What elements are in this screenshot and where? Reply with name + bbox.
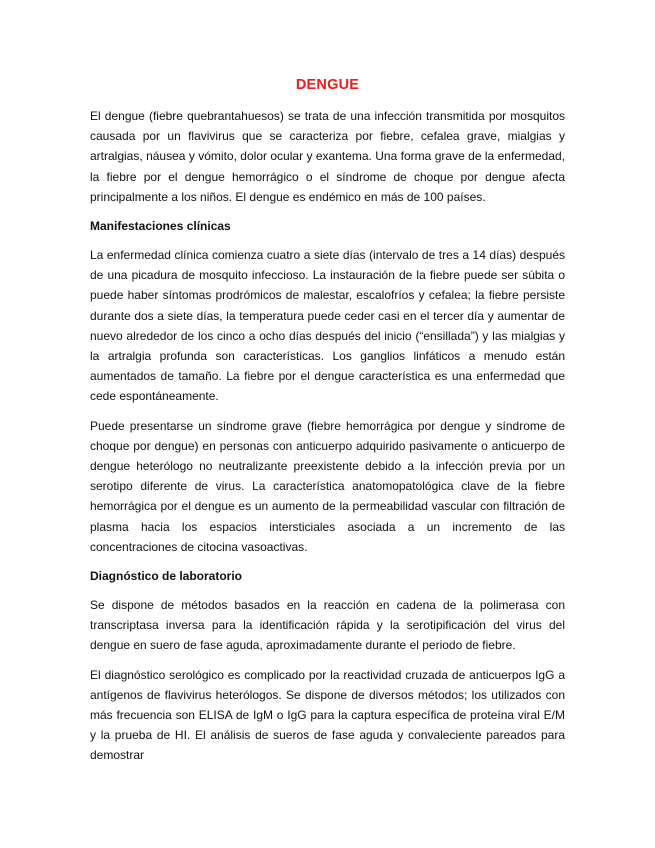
laboratory-paragraph-1: Se dispone de métodos basados en la reacción en cadena de la polimerasa con transcriptasa inversa para la identificación rápida y la serotipificación del virus del dengue en suero de fase aguda, aproximadamente durante el periodo de fiebre.: [90, 598, 565, 653]
document-title: DENGUE: [295, 77, 360, 93]
document-body: [90, 76, 565, 775]
section-heading-clinical: Manifestaciones clínicas: [90, 219, 231, 234]
intro-paragraph: El dengue (fiebre quebrantahuesos) se trata de una infección transmitida por mosquitos causada por un flavivirus que se caracteriza por fiebre, cefalea grave, mialgias y artralgias, náusea y vómito, dolor ocular y exantema. Una forma grave de la enfermedad, la fiebre por el dengue hemorrágico o el síndrome de choque por dengue afecta principalmente a los niños. El dengue es endémico en más de 100 países.: [90, 109, 565, 204]
clinical-paragraph-1: La enfermedad clínica comienza cuatro a siete días (intervalo de tres a 14 días) después de una picadura de mosquito infeccioso. La instauración de la fiebre puede ser súbita o puede haber síntomas prodrómicos de malestar, escalofríos y cefalea; la fiebre persiste durante dos a siete días, la temperatura puede ceder casi en el tercer día y aumentar de nuevo alrededor de los cinco a ocho días después del inicio (“ensillada”) y las mialgias y la artralgia profunda son características. Los ganglios linfáticos a menudo están aumentados de tamaño. La fiebre por el dengue característica es una enfermedad que cede espontáneamente.: [90, 248, 565, 404]
laboratory-paragraph-2: El diagnóstico serológico es complicado por la reactividad cruzada de anticuerpos IgG a antígenos de flavivirus heterólogos. Se dispone de diversos métodos; los utilizados con más frecuencia son ELISA de IgM o IgG para la captura específica de proteína viral E/M y la prueba de HI. El análisis de sueros de fase aguda y convaleciente pareados para demostrar: [90, 667, 565, 763]
clinical-paragraph-2: Puede presentarse un síndrome grave (fiebre hemorrágica por dengue y síndrome de choque por dengue) en personas con anticuerpo adquirido pasivamente o anticuerpo de dengue heterólogo no neutralizante preexistente debido a la infección previa por un serotipo diferente de virus. La característica anatomopatológica clave de la fiebre hemorrágica por el dengue es un aumento de la permeabilidad vascular con filtración de plasma hacia los espacios intersticiales asociada a un incremento de las concentraciones de citocina vasoactivas.: [90, 418, 565, 554]
section-heading-laboratory: Diagnóstico de laboratorio: [90, 569, 243, 584]
